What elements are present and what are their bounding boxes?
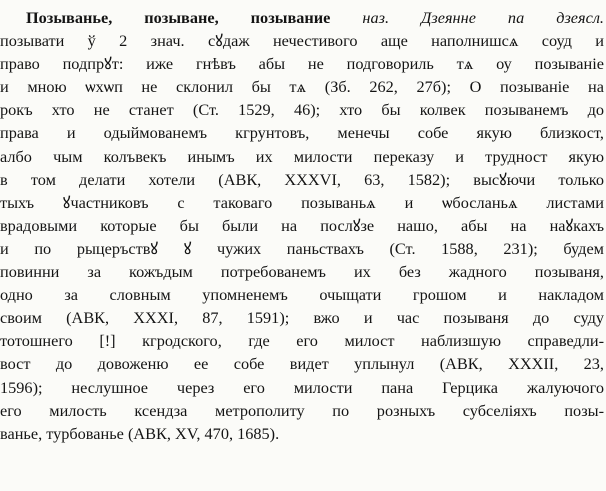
headword: Позыванье, позыване, позывание	[26, 8, 331, 27]
entry-line-17: 1596); неслушное через его милости пана Герцика жалуючого	[0, 377, 604, 397]
entry-line-19: ванье, турбованье (АВК, XV, 470, 1685).	[0, 423, 280, 443]
entry-line-11: и по рыцеръствꙋ ꙋ чужих паньствахъ (Ст. 1588, 231); будем	[0, 238, 604, 258]
entry-line-15: тотошнего [!] кгродского, где его милост наблизшую справедли-	[0, 331, 604, 351]
entry-line-18: его милость ксендза метрополиту по розныхъ субселіяхъ позы-	[0, 400, 604, 420]
entry-line-8: в том делати хотели (АВК, XXXVI, 63, 1582); высꙋючи только	[0, 169, 604, 189]
entry-line-9: тыхъ ꙋчастниковъ с таковаго позываньѧ и ѡбосланьѧ листами	[0, 192, 604, 212]
entry-line-16: вост до довоженю ее собе видет уплынул (АВК, XXXII, 23,	[0, 354, 604, 374]
entry-line-1	[0, 6, 604, 29]
entry-line-6: права и одыймованемъ кгрунтовъ, менечы собе якую близкост,	[0, 123, 604, 143]
entry-line-13: одно за словным упомненемъ очыщати грошом и накладом	[0, 285, 604, 305]
entry-line-2: позывати ў 2 знач. сꙋдаж нечестивого аще наполнишсѧ соуд и	[0, 31, 604, 51]
dictionary-entry	[0, 6, 604, 445]
entry-line-14: своим (АВК, XXXI, 87, 1591); вжо и час позываня до суду	[0, 308, 604, 328]
entry-line-10: врадовыми которые бы были на послꙋзе нашо, абы на наꙋкахъ	[0, 215, 604, 235]
grammar-gloss: наз. Дзеянне па дзеясл.	[362, 8, 604, 27]
entry-line-12: повинни за кожъдым потребованемъ их без жадного позываня,	[0, 262, 604, 282]
entry-line-4: и мною ѡхѡп не склонил бы тѧ (Зб. 262, 27б); О позываніе на	[0, 77, 604, 97]
entry-line-7: албо чым колъвекъ инымъ их милости переказу и трудност якую	[0, 146, 604, 166]
entry-line-3: право подпрꙋт: иже гнѣвъ абы не подговориль тѧ оу позываніе	[0, 54, 604, 74]
entry-line-5: рокъ хто не станет (Ст. 1529, 46); хто бы колвек позыванемъ до	[0, 100, 604, 120]
